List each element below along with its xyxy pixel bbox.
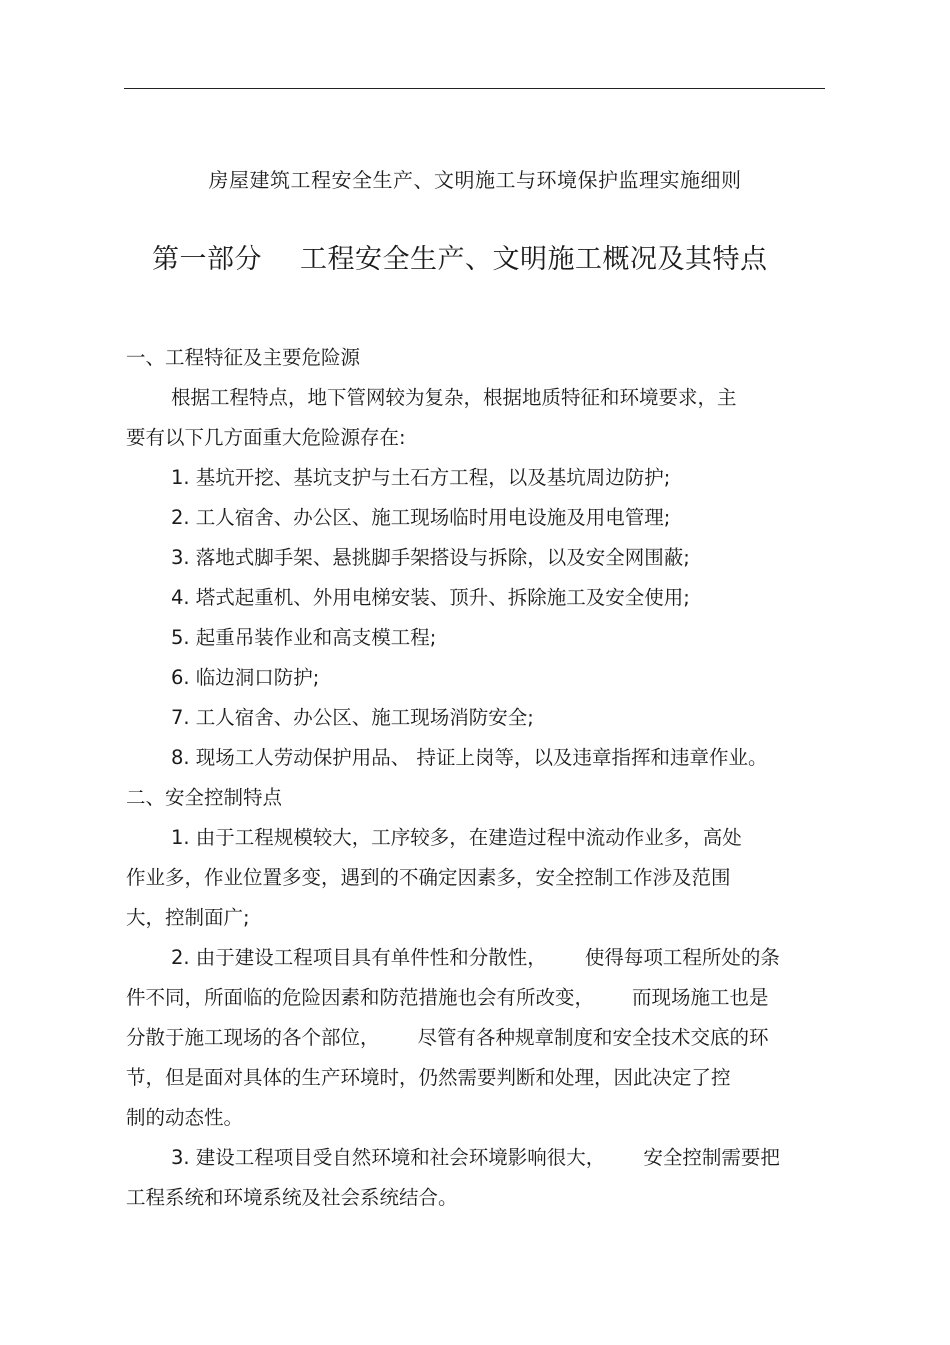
text-segment: 分散于施工现场的各个部位， bbox=[126, 1026, 380, 1049]
header-rule bbox=[124, 88, 825, 89]
paragraph-line: 制的动态性。 bbox=[126, 1106, 244, 1129]
paragraph-line: 工程系统和环境系统及社会系统结合。 bbox=[126, 1186, 458, 1209]
paragraph-line bbox=[126, 1138, 826, 1178]
paragraph-line: 要有以下几方面重大危险源存在: bbox=[126, 426, 406, 449]
list-item: 6. 临边洞口防护; bbox=[171, 666, 320, 689]
list-item: 1. 基坑开挖、基坑支护与土石方工程，以及基坑周边防护; bbox=[171, 466, 671, 489]
part-heading bbox=[152, 241, 768, 279]
text-segment: 2. 由于建设工程项目具有单件性和分散性， bbox=[171, 946, 547, 969]
paragraph-line: 大，控制面广; bbox=[126, 906, 250, 929]
list-item: 2. 工人宿舍、办公区、施工现场临时用电设施及用电管理; bbox=[171, 506, 671, 529]
list-item: 8. 现场工人劳动保护用品、 持证上岗等，以及违章指挥和违章作业。 bbox=[171, 746, 768, 769]
text-segment: 而现场施工也是 bbox=[632, 986, 769, 1009]
paragraph-line bbox=[126, 938, 826, 978]
document-title: 房屋建筑工程安全生产、文明施工与环境保护监理实施细则 bbox=[208, 168, 742, 192]
section-heading: 一、工程特征及主要危险源 bbox=[126, 346, 361, 369]
paragraph-line: 1. 由于工程规模较大，工序较多，在建造过程中流动作业多，高处 bbox=[171, 826, 742, 849]
body-text bbox=[126, 338, 826, 1218]
list-item: 7. 工人宿舍、办公区、施工现场消防安全; bbox=[171, 706, 534, 729]
paragraph-line: 作业多，作业位置多变，遇到的不确定因素多，安全控制工作涉及范围 bbox=[126, 866, 731, 889]
paragraph-line: 根据工程特点，地下管网较为复杂，根据地质特征和环境要求，主 bbox=[171, 386, 737, 409]
part-title: 工程安全生产、文明施工概况及其特点 bbox=[300, 244, 768, 275]
text-segment: 3. 建设工程项目受自然环境和社会环境影响很大， bbox=[171, 1146, 606, 1169]
paragraph-line: 节，但是面对具体的生产环境时，仍然需要判断和处理，因此决定了控 bbox=[126, 1066, 731, 1089]
text-segment: 尽管有各种规章制度和安全技术交底的环 bbox=[417, 1026, 769, 1049]
paragraph-line bbox=[126, 978, 826, 1018]
section-heading: 二、安全控制特点 bbox=[126, 786, 283, 809]
list-item: 3. 落地式脚手架、悬挑脚手架搭设与拆除，以及安全网围蔽; bbox=[171, 546, 690, 569]
text-segment: 使得每项工程所处的条 bbox=[584, 946, 780, 969]
paragraph-line bbox=[126, 1018, 826, 1058]
list-item: 5. 起重吊装作业和高支模工程; bbox=[171, 626, 437, 649]
list-item: 4. 塔式起重机、外用电梯安装、顶升、拆除施工及安全使用; bbox=[171, 586, 690, 609]
text-segment: 安全控制需要把 bbox=[643, 1146, 780, 1169]
text-segment: 件不同，所面临的危险因素和防范措施也会有所改变， bbox=[126, 986, 595, 1009]
part-label: 第一部分 bbox=[152, 244, 262, 275]
